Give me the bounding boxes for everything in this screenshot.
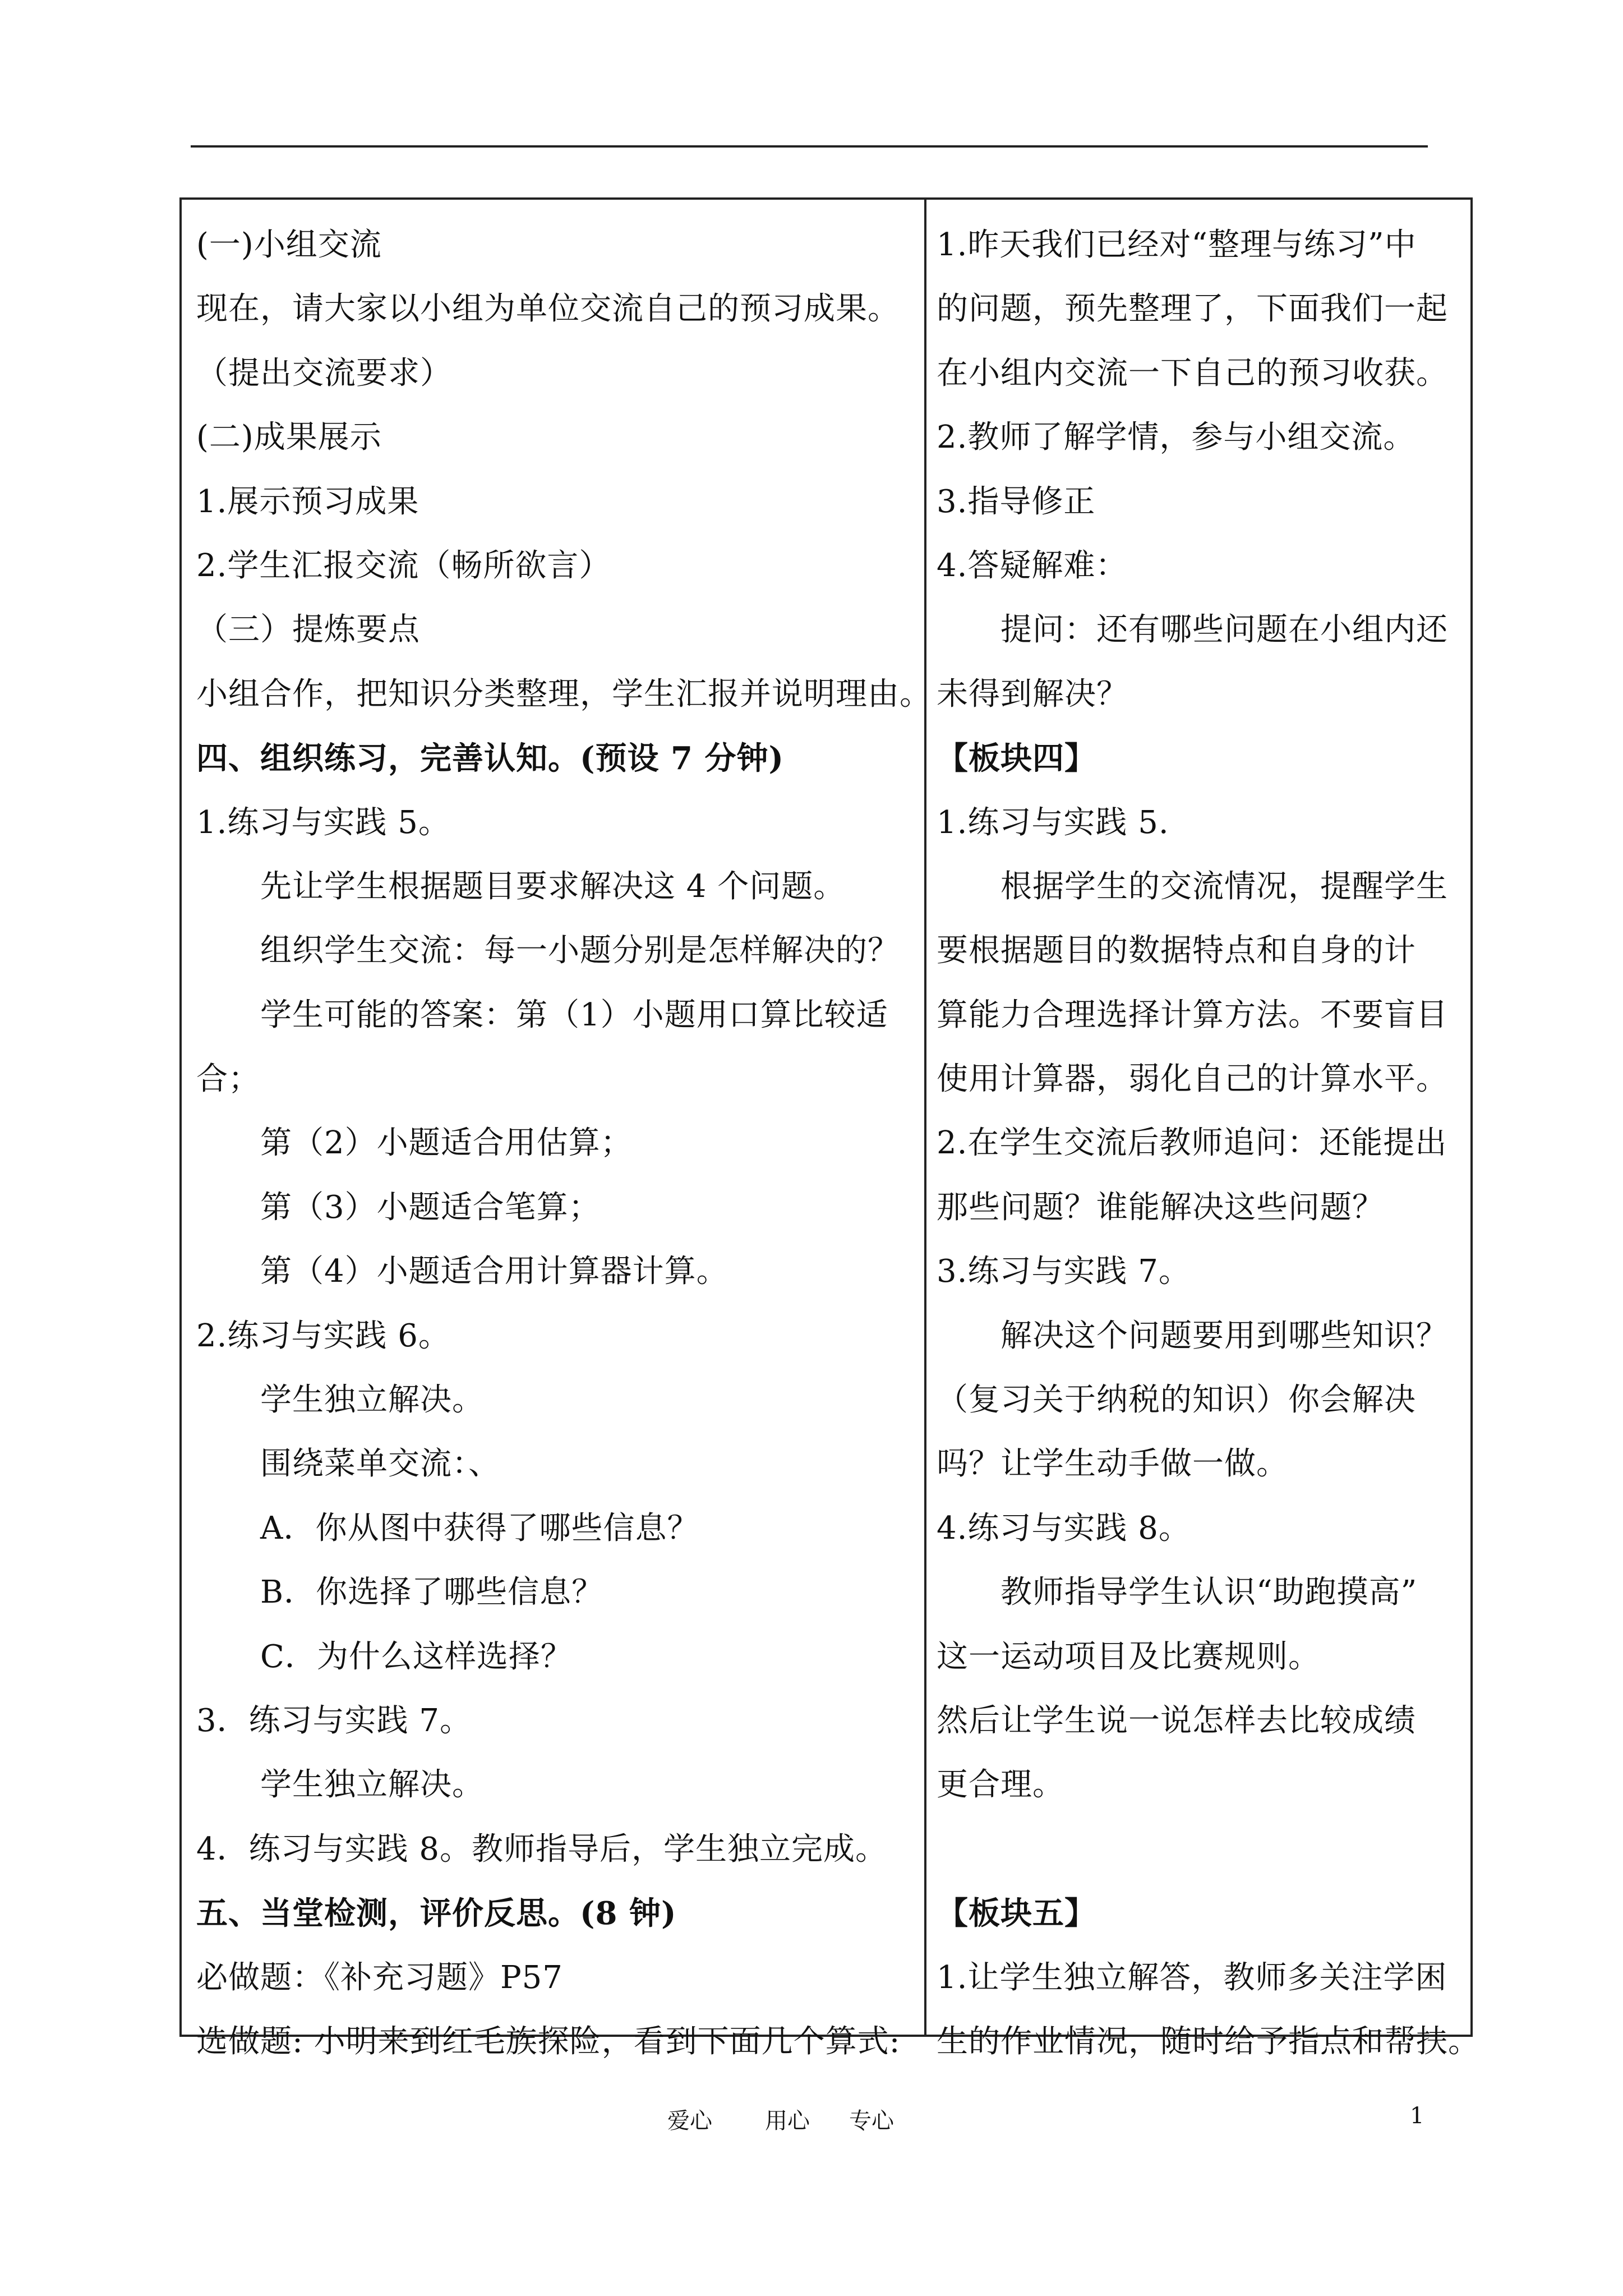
student-activity-line: C．为什么这样选择？	[260, 1638, 573, 1675]
teacher-guidance-line: 4.答疑解难：	[937, 547, 1128, 584]
teacher-guidance-line: 2.教师了解学情，参与小组交流。	[937, 419, 1415, 456]
teacher-guidance-line: 未得到解决？	[937, 675, 1128, 712]
teacher-guidance-line: 【板块四】	[937, 740, 1096, 777]
teacher-guidance-line: 1.练习与实践 5.	[937, 804, 1169, 841]
student-activity-line: (一)小组交流	[196, 227, 382, 263]
student-activity-line: 3．练习与实践 7。	[196, 1702, 472, 1739]
student-activity-line: 组织学生交流：每一小题分别是怎样解决的？	[260, 932, 900, 969]
teacher-guidance-column	[937, 213, 1480, 2074]
student-activity-line: 四、组织练习，完善认知。(预设 7 分钟)	[196, 740, 784, 777]
teacher-guidance-line: 4.练习与实践 8。	[937, 1510, 1191, 1547]
student-activity-line: （提出交流要求）	[196, 355, 452, 392]
student-activity-line: 学生可能的答案：第（1）小题用口算比较适	[260, 996, 888, 1033]
teacher-guidance-line: 1.昨天我们已经对“整理与练习”中	[937, 227, 1417, 263]
student-activity-line: 选做题: 小明来到红毛族探险，看到下面几个算式:	[196, 2023, 901, 2060]
student-activity-line: 学生独立解决。	[260, 1766, 484, 1803]
teacher-guidance-line: 在小组内交流一下自己的预习收获。	[937, 355, 1448, 392]
footer-slogan-1: 爱心	[667, 2108, 712, 2134]
teacher-guidance-line: 然后让学生说一说怎样去比较成绩	[937, 1702, 1416, 1739]
student-activity-line: 现在，请大家以小组为单位交流自己的预习成果。	[196, 291, 900, 328]
student-activity-line: 2.练习与实践 6。	[196, 1317, 450, 1354]
footer-slogan-3: 专心	[849, 2108, 894, 2134]
teacher-guidance-line: 【板块五】	[937, 1895, 1096, 1932]
student-activity-line: 学生独立解决。	[260, 1382, 484, 1419]
teacher-guidance-line: 更合理。	[937, 1766, 1064, 1803]
student-activity-line: 必做题：《补充习题》P57	[196, 1959, 563, 1996]
student-activity-line: 先让学生根据题目要求解决这 4 个问题。	[260, 868, 846, 905]
student-activity-line: 4．练习与实践 8。教师指导后，学生独立完成。	[196, 1830, 888, 1867]
teacher-guidance-line: 提问：还有哪些问题在小组内还	[1000, 611, 1448, 648]
student-activity-line: 第（4）小题适合用计算器计算。	[260, 1253, 728, 1290]
student-activity-column	[196, 213, 932, 2074]
student-activity-line: 1.展示预习成果	[196, 483, 419, 520]
teacher-guidance-line: 这一运动项目及比赛规则。	[937, 1638, 1320, 1675]
teacher-guidance-line: 3.指导修正	[937, 483, 1096, 520]
teacher-guidance-line: 使用计算器，弱化自己的计算水平。	[937, 1061, 1448, 1098]
lesson-plan-table	[179, 197, 1480, 2060]
teacher-guidance-line: 吗？让学生动手做一做。	[937, 1446, 1288, 1483]
student-activity-line: 五、当堂检测，评价反思。(8 钟)	[196, 1895, 677, 1932]
teacher-guidance-line: 那些问题？谁能解决这些问题？	[937, 1189, 1384, 1226]
teacher-guidance-line: 要根据题目的数据特点和自身的计	[937, 932, 1416, 969]
teacher-guidance-line: （复习关于纳税的知识）你会解决	[937, 1382, 1416, 1419]
student-activity-line: 第（2）小题适合用估算；	[260, 1125, 633, 1162]
student-activity-line: (二)成果展示	[196, 419, 382, 456]
teacher-guidance-line: 的问题，预先整理了，下面我们一起	[937, 291, 1448, 328]
student-activity-line: 1.练习与实践 5。	[196, 804, 450, 841]
teacher-guidance-line: 解决这个问题要用到哪些知识？	[1000, 1317, 1448, 1354]
teacher-guidance-line: 1.让学生独立解答，教师多关注学困	[937, 1959, 1447, 1996]
student-activity-line: 第（3）小题适合笔算；	[260, 1189, 601, 1226]
teacher-guidance-line: 教师指导学生认识“助跑摸高”	[1000, 1574, 1418, 1611]
teacher-guidance-line: 生的作业情况，随时给予指点和帮扶。	[937, 2023, 1480, 2060]
teacher-guidance-line: 3.练习与实践 7。	[937, 1253, 1191, 1290]
student-activity-line: B．你选择了哪些信息？	[260, 1574, 604, 1611]
student-activity-line: 合；	[196, 1061, 260, 1098]
student-activity-line: 2.学生汇报交流（畅所欲言）	[196, 547, 611, 584]
header-rule	[191, 145, 1428, 148]
teacher-guidance-line: 根据学生的交流情况，提醒学生	[1000, 868, 1448, 905]
teacher-guidance-line	[937, 1818, 1464, 1881]
student-activity-line: （三）提炼要点	[196, 611, 420, 648]
student-activity-line: 小组合作，把知识分类整理，学生汇报并说明理由。	[196, 675, 932, 712]
teacher-guidance-line: 2.在学生交流后教师追问：还能提出	[937, 1125, 1447, 1162]
footer-slogan-2: 用心	[765, 2108, 810, 2134]
teacher-guidance-line: 算能力合理选择计算方法。不要盲目	[937, 996, 1448, 1033]
student-activity-line: A．你从图中获得了哪些信息？	[260, 1510, 699, 1547]
page-number: 1	[1410, 2103, 1424, 2129]
student-activity-line: 围绕菜单交流：、	[260, 1446, 500, 1483]
column-divider	[924, 200, 926, 2035]
